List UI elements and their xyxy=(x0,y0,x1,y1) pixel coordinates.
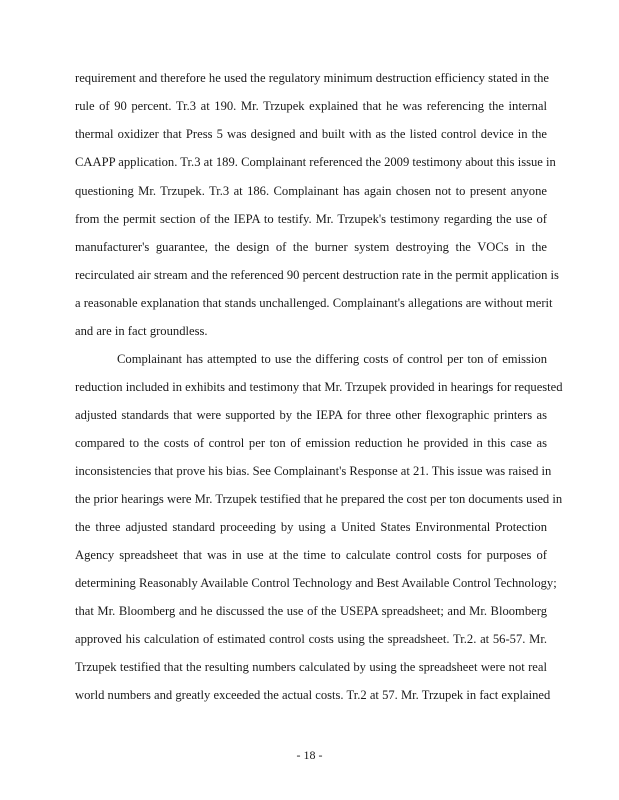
text-line: a reasonable explanation that stands unchallenged. Complainant's allegations are without merit xyxy=(75,296,553,310)
page-number: - 18 - xyxy=(296,748,323,762)
text-line: Agency spreadsheet that was in use at the time to calculate control costs for purposes of xyxy=(75,548,547,562)
text-line: that Mr. Bloomberg and he discussed the use of the USEPA spreadsheet; and Mr. Bloomberg xyxy=(75,604,547,618)
text-line: rule of 90 percent. Tr.3 at 190. Mr. Trzupek explained that he was referencing the internal xyxy=(75,99,547,113)
text-line: approved his calculation of estimated control costs using the spreadsheet. Tr.2. at 56-57. Mr. xyxy=(75,632,547,646)
text-line: and are in fact groundless. xyxy=(75,324,208,338)
text-line: questioning Mr. Trzupek. Tr.3 at 186. Complainant has again chosen not to present anyone xyxy=(75,184,547,198)
text-line: recirculated air stream and the referenced 90 percent destruction rate in the permit application is xyxy=(75,268,559,282)
paragraph-first-line: Complainant has attempted to use the differing costs of control per ton of emission xyxy=(117,352,547,366)
text-line: manufacturer's guarantee, the design of the burner system destroying the VOCs in the xyxy=(75,240,547,254)
text-line: inconsistencies that prove his bias. See Complainant's Response at 21. This issue was raised in xyxy=(75,464,552,478)
text-line: adjusted standards that were supported by the IEPA for three other flexographic printers as xyxy=(75,408,547,422)
text-line: thermal oxidizer that Press 5 was designed and built with as the listed control device in the xyxy=(75,127,547,141)
text-line: Trzupek testified that the resulting numbers calculated by using the spreadsheet were not real xyxy=(75,660,547,674)
text-line: the three adjusted standard proceeding by using a United States Environmental Protection xyxy=(75,520,547,534)
text-line: reduction included in exhibits and testimony that Mr. Trzupek provided in hearings for requested xyxy=(75,380,563,394)
text-line: world numbers and greatly exceeded the actual costs. Tr.2 at 57. Mr. Trzupek in fact explained xyxy=(75,688,551,702)
text-line: requirement and therefore he used the regulatory minimum destruction efficiency stated in the xyxy=(75,71,549,85)
text-line: compared to the costs of control per ton of emission reduction he provided in this case as xyxy=(75,436,547,450)
text-line: from the permit section of the IEPA to testify. Mr. Trzupek's testimony regarding the use of xyxy=(75,212,547,226)
text-line: determining Reasonably Available Control Technology and Best Available Control Technology; xyxy=(75,576,557,590)
text-line: CAAPP application. Tr.3 at 189. Complainant referenced the 2009 testimony about this issue in xyxy=(75,155,556,169)
text-line: the prior hearings were Mr. Trzupek testified that he prepared the cost per ton documents used in xyxy=(75,492,563,506)
